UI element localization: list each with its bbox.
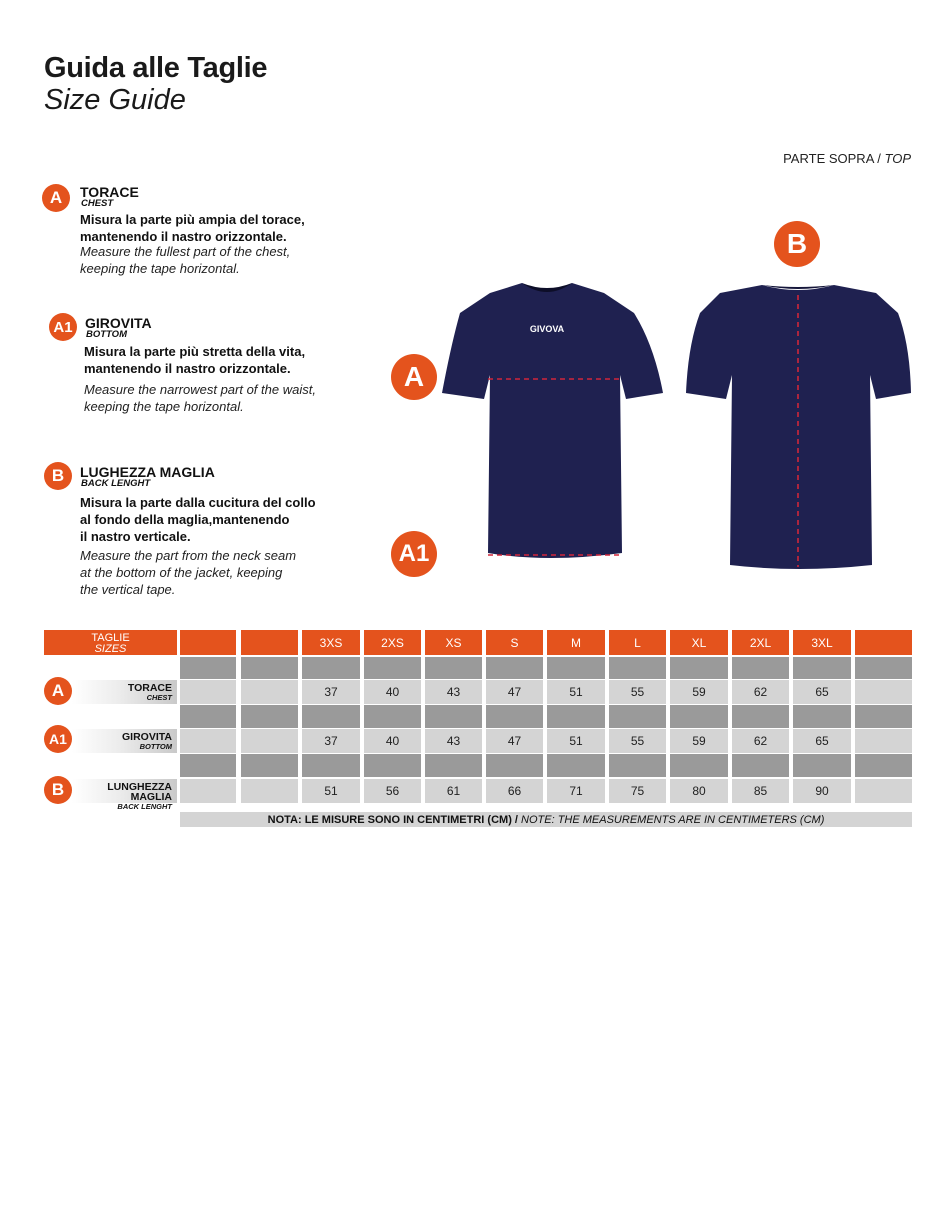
- row-label-length: [72, 779, 177, 811]
- table-spacer-cell: [364, 754, 421, 777]
- table-spacer-cell: [425, 754, 482, 777]
- desc-line: mantenendo il nastro orizzontale.: [80, 229, 287, 244]
- size-header-2xl: 2XL: [732, 630, 789, 655]
- desc-line: al fondo della maglia,mantenendo: [80, 512, 290, 527]
- table-cell-value: 90: [793, 779, 851, 803]
- table-empty-cell: [180, 729, 236, 753]
- desc-line: Measure the part from the neck seam: [80, 548, 297, 563]
- table-cell-value: 59: [670, 729, 728, 753]
- table-spacer-cell: [425, 705, 482, 728]
- table-spacer-cell: [793, 657, 851, 679]
- table-spacer-cell: [180, 754, 236, 777]
- size-header-m: M: [547, 630, 605, 655]
- table-spacer-cell: [547, 705, 605, 728]
- measure-bottom-desc-it: [84, 343, 305, 377]
- table-cell-value: 40: [364, 680, 421, 704]
- header-empty-cell: [855, 630, 912, 655]
- table-cell-value: 80: [670, 779, 728, 803]
- table-cell-value: 59: [670, 680, 728, 704]
- desc-line: keeping the tape horizontal.: [84, 399, 244, 414]
- table-empty-cell: [855, 680, 912, 704]
- table-spacer-cell: [364, 657, 421, 679]
- table-empty-cell: [241, 779, 298, 803]
- table-spacer-cell: [241, 705, 298, 728]
- header-empty-cell: [241, 630, 298, 655]
- desc-line: il nastro verticale.: [80, 529, 191, 544]
- measure-chest-desc-it: [80, 211, 305, 245]
- table-cell-value: 75: [609, 779, 666, 803]
- table-cell-value: 62: [732, 680, 789, 704]
- size-header-xs: XS: [425, 630, 482, 655]
- desc-line: Measure the fullest part of the chest,: [80, 244, 291, 259]
- shirt-illustration: [430, 275, 920, 575]
- table-spacer-cell: [547, 657, 605, 679]
- table-cell-value: 56: [364, 779, 421, 803]
- table-cell-value: 85: [732, 779, 789, 803]
- table-spacer-cell: [732, 657, 789, 679]
- table-spacer-cell: [180, 705, 236, 728]
- table-empty-cell: [855, 729, 912, 753]
- table-cell-value: 47: [486, 680, 543, 704]
- table-spacer-cell: [855, 657, 912, 679]
- table-spacer-cell: [180, 657, 236, 679]
- page-title: Guida alle Taglie: [44, 52, 268, 84]
- table-empty-cell: [855, 779, 912, 803]
- sizes-header: [44, 630, 177, 655]
- measure-length-title: LUGHEZZA MAGLIA: [80, 464, 215, 480]
- note-en: NOTE: THE MEASUREMENTS ARE IN CENTIMETERS (CM): [521, 813, 825, 826]
- table-empty-cell: [180, 779, 236, 803]
- table-spacer-cell: [670, 705, 728, 728]
- table-cell-value: 51: [302, 779, 360, 803]
- table-spacer-cell: [732, 705, 789, 728]
- row-label-length-en: BACK LENGHT: [117, 802, 172, 811]
- brand-logo: GIVOVA: [529, 324, 565, 334]
- size-header-3xl: 3XL: [793, 630, 851, 655]
- measure-bottom-desc-en: [84, 381, 316, 415]
- table-cell-value: 51: [547, 729, 605, 753]
- measure-length-subtitle: BACK LENGHT: [81, 478, 151, 489]
- badge-a1: A1: [49, 313, 77, 341]
- table-spacer-cell: [855, 705, 912, 728]
- sizes-header-en: SIZES: [94, 643, 127, 655]
- row-badge-b: B: [44, 776, 72, 804]
- table-empty-cell: [241, 729, 298, 753]
- table-spacer-cell: [609, 705, 666, 728]
- measure-chest-title: TORACE: [80, 184, 139, 200]
- size-header-xl: XL: [670, 630, 728, 655]
- section-label-it: PARTE SOPRA /: [783, 151, 881, 166]
- badge-a: A: [42, 184, 70, 212]
- row-label-length-it: LUNGHEZZA MAGLIA: [107, 781, 172, 803]
- shirt-back: [686, 285, 911, 569]
- size-header-l: L: [609, 630, 666, 655]
- measure-chest-subtitle: CHEST: [81, 198, 114, 209]
- table-spacer-cell: [609, 657, 666, 679]
- table-cell-value: 62: [732, 729, 789, 753]
- badge-a-illustration: A: [391, 354, 437, 400]
- table-cell-value: 43: [425, 680, 482, 704]
- table-empty-cell: [180, 680, 236, 704]
- section-label: [783, 151, 911, 166]
- table-cell-value: 51: [547, 680, 605, 704]
- table-spacer-cell: [670, 657, 728, 679]
- row-label-bottom-en: BOTTOM: [139, 742, 172, 751]
- table-spacer-cell: [793, 754, 851, 777]
- desc-line: at the bottom of the jacket, keeping: [80, 565, 283, 580]
- measure-length-desc-en: [80, 547, 296, 598]
- table-spacer-cell: [302, 705, 360, 728]
- row-badge-a1: A1: [44, 725, 72, 753]
- table-cell-value: 66: [486, 779, 543, 803]
- table-cell-value: 37: [302, 729, 360, 753]
- desc-line: Misura la parte dalla cucitura del collo: [80, 495, 316, 510]
- table-cell-value: 55: [609, 729, 666, 753]
- table-spacer-cell: [486, 754, 543, 777]
- table-spacer-cell: [241, 754, 298, 777]
- table-spacer-cell: [793, 705, 851, 728]
- desc-line: keeping the tape horizontal.: [80, 261, 240, 276]
- table-spacer-cell: [855, 754, 912, 777]
- row-label-chest-en: CHEST: [146, 693, 172, 702]
- table-cell-value: 65: [793, 680, 851, 704]
- table-cell-value: 47: [486, 729, 543, 753]
- table-cell-value: 55: [609, 680, 666, 704]
- table-spacer-cell: [425, 657, 482, 679]
- section-label-en: TOP: [884, 151, 911, 166]
- table-spacer-cell: [609, 754, 666, 777]
- measurement-note: [180, 812, 912, 827]
- sizes-header-it: TAGLIE: [91, 632, 130, 644]
- row-label-bottom: [72, 729, 177, 753]
- table-cell-value: 65: [793, 729, 851, 753]
- desc-line: Misura la parte più ampia del torace,: [80, 212, 305, 227]
- row-badge-a: A: [44, 677, 72, 705]
- badge-b-illustration: B: [774, 221, 820, 267]
- note-it: NOTA: LE MISURE SONO IN CENTIMETRI (CM) /: [267, 813, 518, 826]
- badge-b: B: [44, 462, 72, 490]
- desc-line: Measure the narrowest part of the waist,: [84, 382, 316, 397]
- table-spacer-cell: [732, 754, 789, 777]
- measure-length-desc-it: [80, 494, 316, 545]
- row-label-chest: [72, 680, 177, 704]
- table-spacer-cell: [670, 754, 728, 777]
- table-cell-value: 43: [425, 729, 482, 753]
- table-spacer-cell: [364, 705, 421, 728]
- table-empty-cell: [241, 680, 298, 704]
- badge-a1-illustration: A1: [391, 531, 437, 577]
- desc-line: the vertical tape.: [80, 582, 176, 597]
- desc-line: mantenendo il nastro orizzontale.: [84, 361, 291, 376]
- header-empty-cell: [180, 630, 236, 655]
- page-subtitle: Size Guide: [44, 84, 186, 116]
- measure-bottom-subtitle: BOTTOM: [86, 329, 127, 340]
- table-spacer-cell: [241, 657, 298, 679]
- table-spacer-cell: [486, 657, 543, 679]
- shirt-front-body: [442, 283, 663, 558]
- table-spacer-cell: [486, 705, 543, 728]
- size-header-s: S: [486, 630, 543, 655]
- size-header-3xs: 3XS: [302, 630, 360, 655]
- table-spacer-cell: [547, 754, 605, 777]
- table-spacer-cell: [302, 657, 360, 679]
- measure-bottom-title: GIROVITA: [85, 315, 152, 331]
- desc-line: Misura la parte più stretta della vita,: [84, 344, 306, 359]
- row-label-chest-it: TORACE: [127, 682, 172, 694]
- size-header-2xs: 2XS: [364, 630, 421, 655]
- measure-chest-desc-en: [80, 243, 290, 277]
- table-cell-value: 37: [302, 680, 360, 704]
- table-cell-value: 40: [364, 729, 421, 753]
- table-spacer-cell: [302, 754, 360, 777]
- table-cell-value: 61: [425, 779, 482, 803]
- table-cell-value: 71: [547, 779, 605, 803]
- row-label-bottom-it: GIROVITA: [122, 731, 172, 743]
